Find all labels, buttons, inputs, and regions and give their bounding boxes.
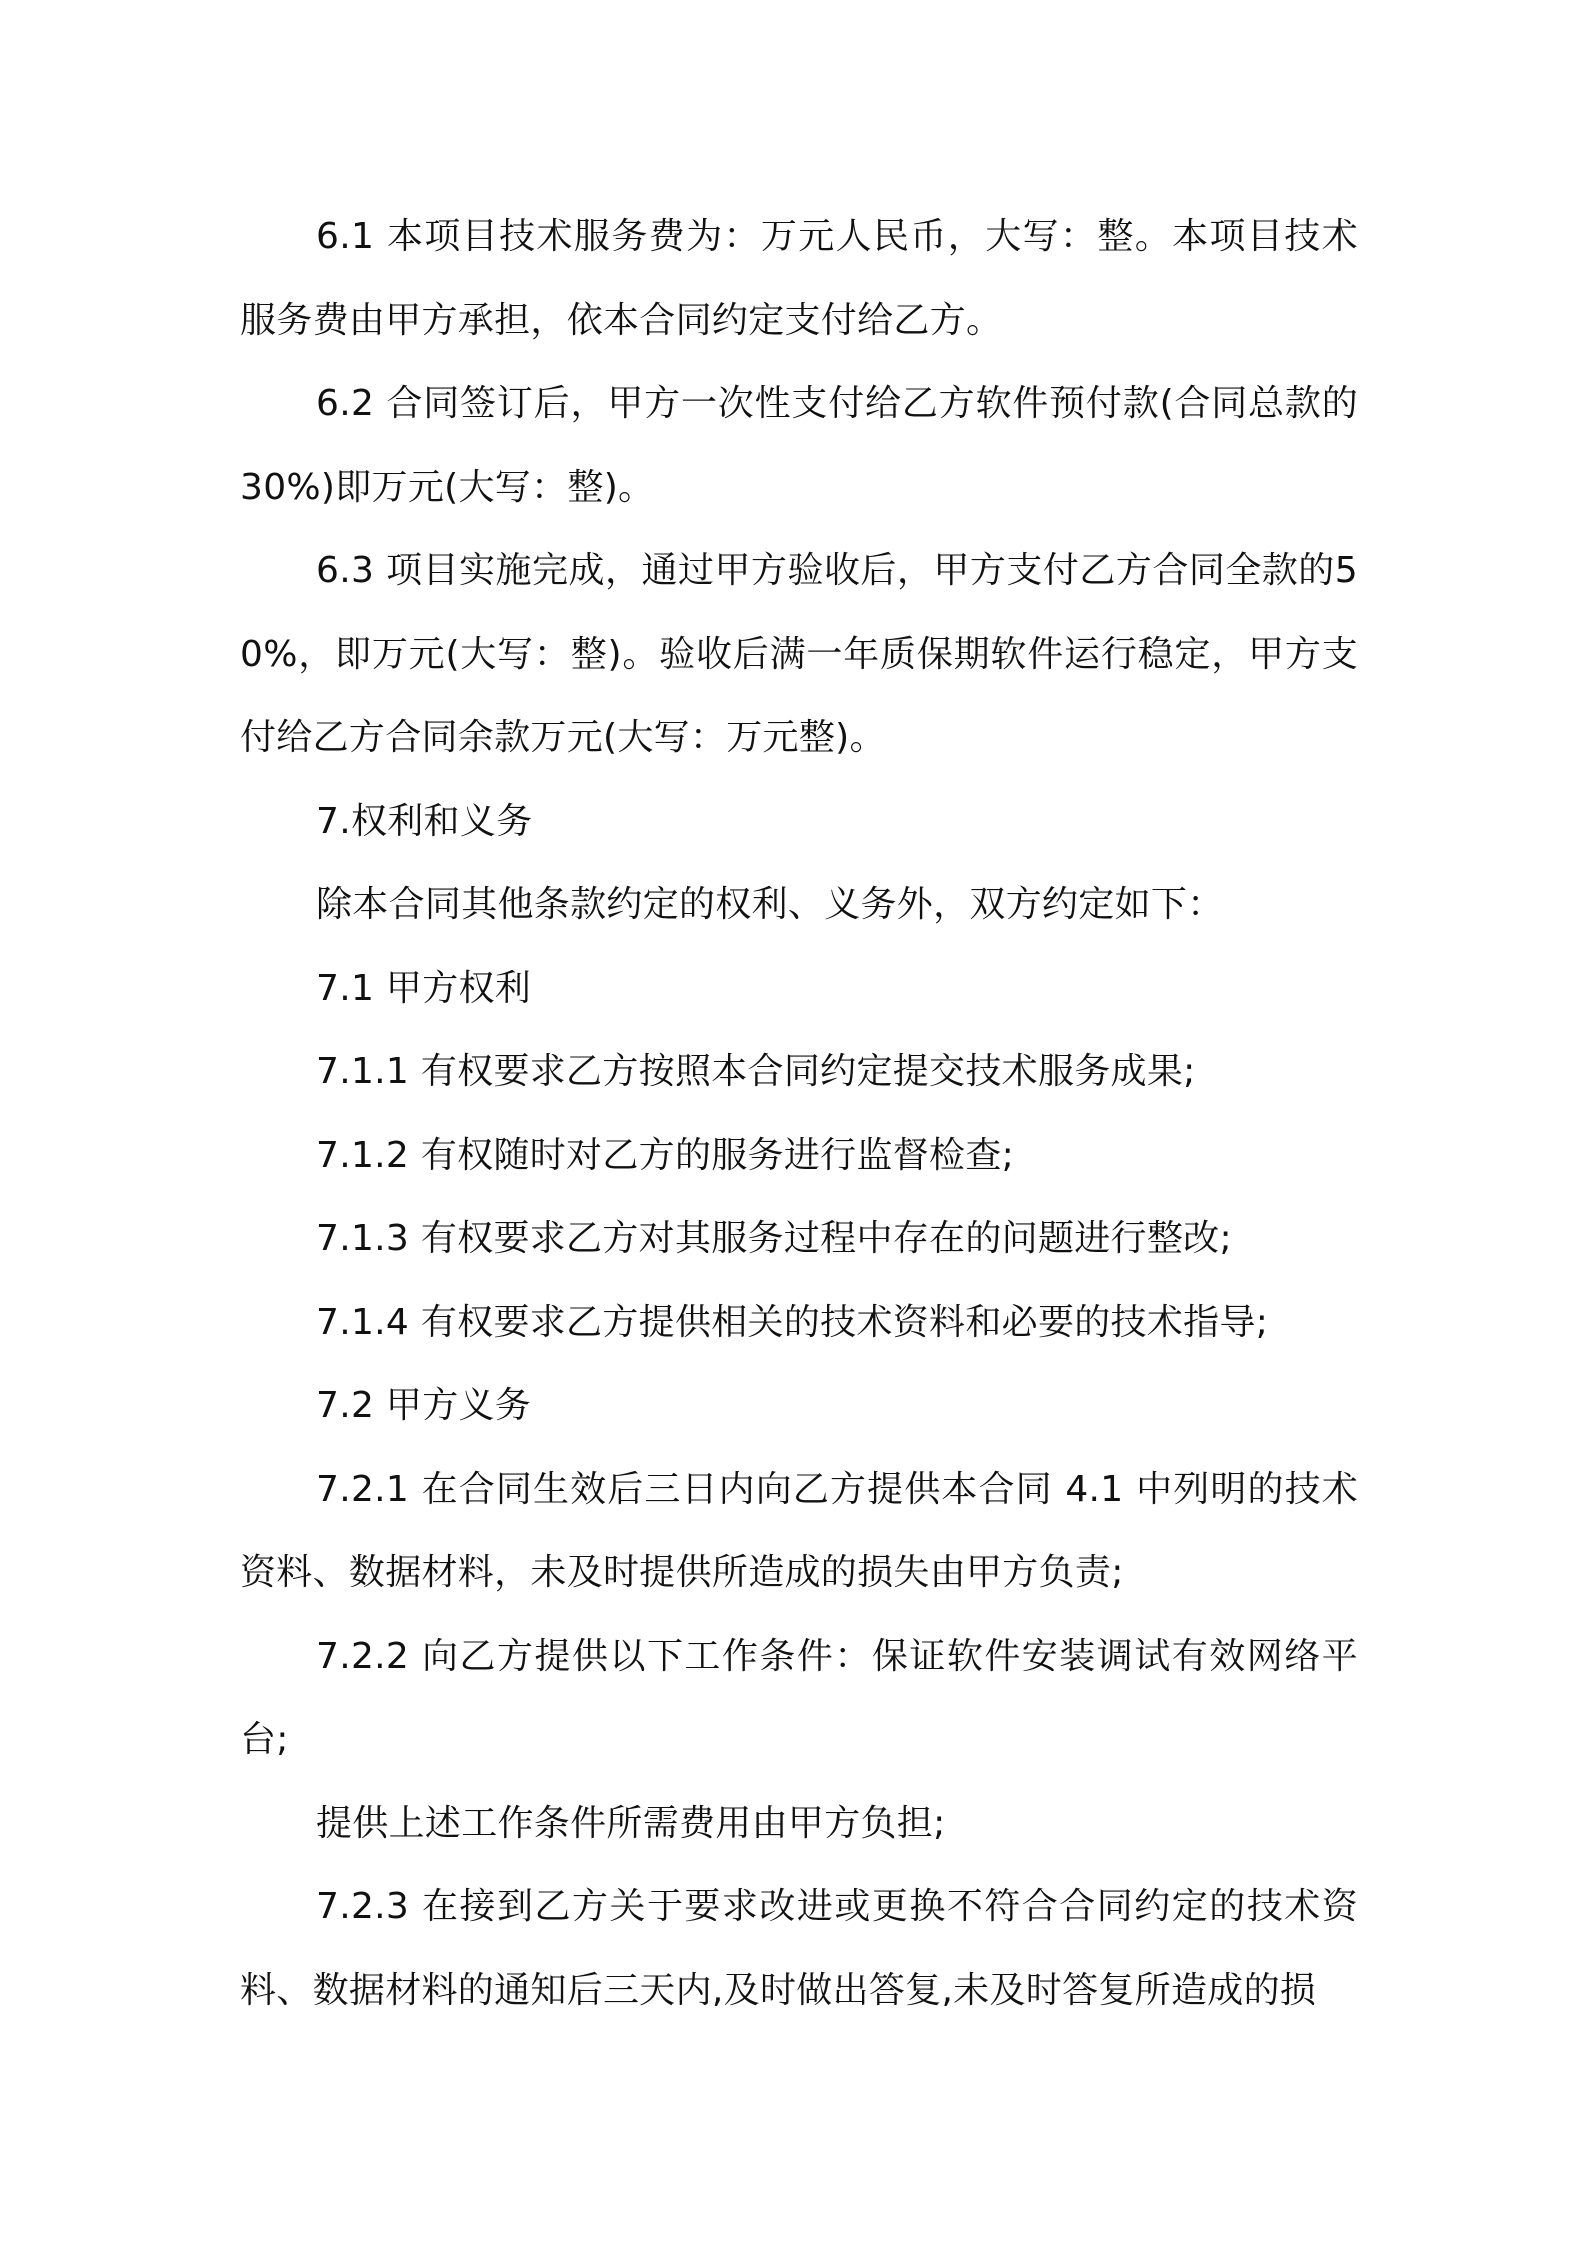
- paragraph-7-1-1: 7.1.1 有权要求乙方按照本合同约定提交技术服务成果;: [316, 1051, 1196, 1092]
- section-heading-7: 7.权利和义务: [316, 800, 533, 842]
- subheading-7-2: 7.2 甲方义务: [316, 1385, 532, 1426]
- paragraph-6-1: 6.1 本项目技术服务费为：万元人民币，大写：整。本项目技术服务费由甲方承担，依本合同约定支付给乙方。: [240, 216, 1358, 341]
- paragraph-6-3: 6.3 项目实施完成，通过甲方验收后，甲方支付乙方合同全款的50%，即万元(大写：整)。验收后满一年质保期软件运行稳定，甲方支付给乙方合同余款万元(大写：万元整)。: [240, 550, 1358, 758]
- paragraph-7-1-3: 7.1.3 有权要求乙方对其服务过程中存在的问题进行整改;: [316, 1218, 1232, 1259]
- paragraph-7-2-1: 7.2.1 在合同生效后三日内向乙方提供本合同 4.1 中列明的技术资料、数据材料，未及时提供所造成的损失由甲方负责;: [240, 1468, 1358, 1593]
- paragraph-7-1-2: 7.1.2 有权随时对乙方的服务进行监督检查;: [316, 1134, 1015, 1176]
- paragraph-7-intro: 除本合同其他条款约定的权利、义务外，双方约定如下：: [316, 884, 1224, 925]
- paragraph-6-2: 6.2 合同签订后，甲方一次性支付给乙方软件预付款(合同总款的30%)即万元(大写：整)。: [240, 383, 1358, 508]
- subheading-7-1: 7.1 甲方权利: [316, 967, 532, 1009]
- paragraph-7-2-2: 7.2.2 向乙方提供以下工作条件：保证软件安装调试有效网络平台;: [240, 1635, 1358, 1760]
- document-body: [240, 195, 1358, 2032]
- paragraph-7-2-2-cost: 提供上述工作条件所需费用由甲方负担;: [316, 1802, 946, 1844]
- paragraph-7-1-4: 7.1.4 有权要求乙方提供相关的技术资料和必要的技术指导;: [316, 1301, 1269, 1343]
- paragraph-7-2-3: 7.2.3 在接到乙方关于要求改进或更换不符合合同约定的技术资料、数据材料的通知后三天内,及时做出答复,未及时答复所造成的损: [240, 1886, 1358, 2011]
